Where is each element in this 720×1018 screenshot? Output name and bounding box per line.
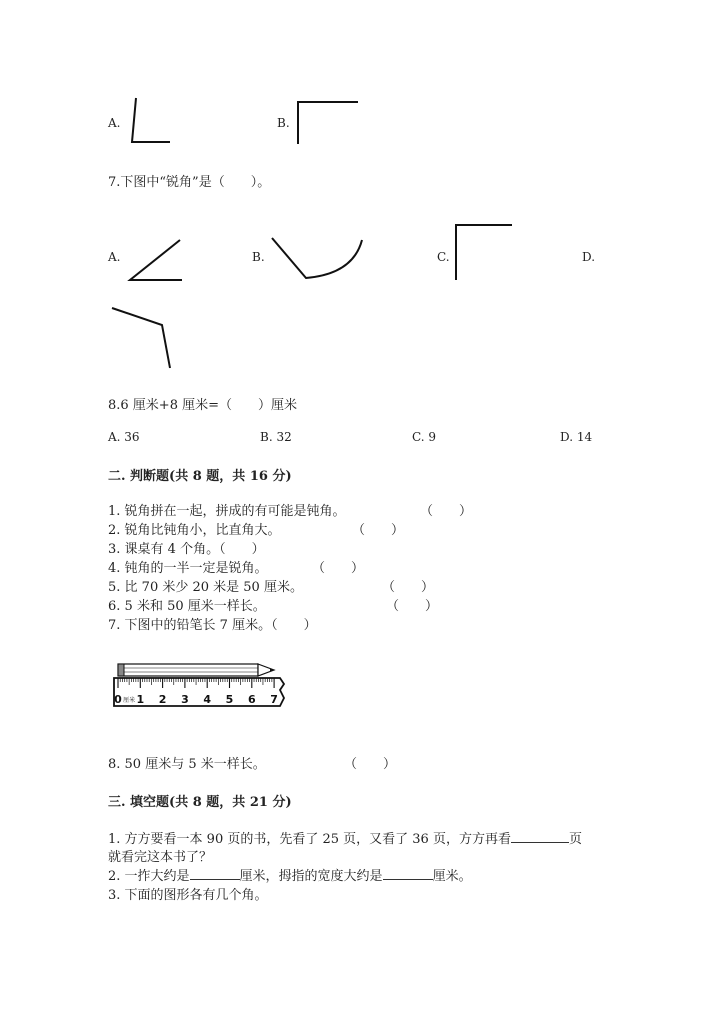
fill-q2-part2: 厘米，拇指的宽度大约是	[239, 869, 383, 884]
q8-option-b: B. 32	[260, 430, 292, 444]
ruler-tick-label: 2	[158, 693, 167, 706]
q6-angle-b-figure	[296, 100, 360, 145]
fill-q1-blank[interactable]	[511, 830, 569, 843]
judge-item-6-answer[interactable]: （ ）	[386, 599, 439, 614]
ruler-tick-label: 5	[225, 693, 234, 706]
q7-angle-b-figure	[268, 234, 368, 282]
q7-option-b: B.	[252, 250, 265, 264]
ruler-pencil-figure	[112, 660, 292, 716]
q6-option-b: B.	[277, 116, 290, 130]
judge-item-3: 3. 课桌有 4 个角。（ ）	[108, 542, 265, 557]
q7-angle-d-figure	[110, 305, 174, 371]
q7-option-d: D.	[582, 250, 596, 264]
judge-item-5-answer[interactable]: （ ）	[382, 580, 435, 595]
q7-option-a: A.	[108, 250, 121, 264]
q7-angle-a-figure	[128, 238, 184, 282]
ruler-unit-label: 厘米	[123, 697, 136, 704]
judge-item-6: 6. 5 米和 50 厘米一样长。	[108, 599, 266, 614]
fill-q2-blank-2[interactable]	[383, 867, 433, 880]
fill-q1-suffix: 页	[568, 832, 582, 847]
ruler-tick-label: 3	[181, 693, 189, 706]
judge-item-4-answer[interactable]: （ ）	[312, 561, 365, 576]
pencil-icon	[118, 664, 275, 676]
ruler-tick-label: 4	[203, 693, 212, 706]
ruler-tick-label: 6	[247, 693, 256, 706]
q8-option-a: A. 36	[108, 430, 140, 444]
judge-item-2-answer[interactable]: （ ）	[352, 523, 405, 538]
fill-q2	[108, 865, 472, 884]
section-3-title: 三. 填空题(共 8 题，共 21 分)	[108, 795, 292, 810]
judge-item-8: 8. 50 厘米与 5 米一样长。	[108, 757, 266, 772]
q8-option-d: D. 14	[560, 430, 593, 444]
judge-item-2: 2. 锐角比钝角小，比直角大。	[108, 523, 281, 538]
judge-item-1-answer[interactable]: （ ）	[420, 504, 473, 519]
fill-q1-text: 1. 方方要看一本 90 页的书，先看了 25 页，又看了 36 页，方方再看	[108, 832, 511, 847]
q6-angle-a-figure	[130, 96, 172, 144]
judge-item-4: 4. 钝角的一半一定是锐角。	[108, 561, 268, 576]
fill-q2-part3: 厘米。	[432, 869, 472, 884]
ruler-tick-label: 7	[270, 693, 278, 706]
fill-q1-line1	[108, 828, 582, 847]
judge-item-5: 5. 比 70 米少 20 米是 50 厘米。	[108, 580, 303, 595]
fill-q3: 3. 下面的图形各有几个角。	[108, 888, 268, 903]
q8-option-c: C. 9	[412, 430, 437, 444]
section-2-title: 二. 判断题(共 8 题，共 16 分)	[108, 469, 292, 484]
judge-item-8-answer[interactable]: （ ）	[344, 757, 397, 772]
q7-question: 7.下图中“锐角”是（ ）。	[108, 175, 271, 190]
q6-option-a: A.	[108, 116, 121, 130]
judge-item-7: 7. 下图中的铅笔长 7 厘米。（ ）	[108, 618, 317, 633]
q7-option-c: C.	[437, 250, 450, 264]
ruler-tick-label: 1	[136, 693, 145, 706]
fill-q2-part1: 2. 一拃大约是	[108, 869, 190, 884]
ruler-tick-label: 0	[114, 693, 122, 706]
fill-q2-blank-1[interactable]	[190, 867, 240, 880]
judge-item-1: 1. 锐角拼在一起，拼成的有可能是钝角。	[108, 504, 346, 519]
q7-angle-c-figure	[454, 222, 516, 282]
q8-question: 8.6 厘米+8 厘米=（ ）厘米	[108, 398, 297, 413]
fill-q1-line2: 就看完这本书了？	[108, 850, 213, 865]
